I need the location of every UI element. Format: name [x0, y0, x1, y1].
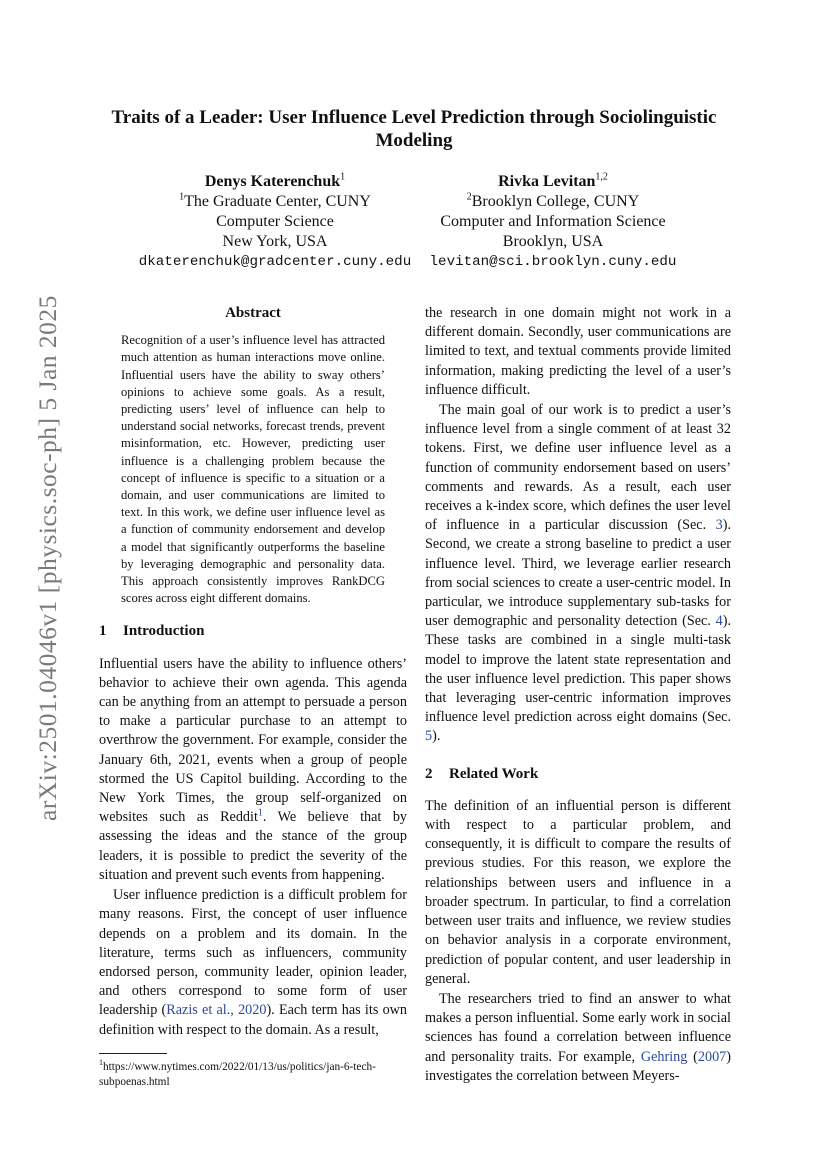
right-column: [425, 304, 731, 1086]
intro-paragraph-2: User influence prediction is a difficult problem for many reasons. First, the concept of user influence depends on a problem and its domain. In the literature, terms such as influencers, community endorsed person, community leader, opinion leader, and others correspond to some form of user leadership (Razis et al., 2020). Each term has its own definition with respect to the domain. As a result,: [99, 887, 408, 1038]
author-department: Computer Science: [216, 213, 334, 230]
abstract-heading: Abstract: [225, 305, 281, 321]
left-column: [99, 304, 407, 1090]
citation-link[interactable]: Razis et al., 2020: [166, 1002, 267, 1019]
footnote-url[interactable]: https://www.nytimes.com/2022/01/13/us/politics/jan-6-tech-subpoenas.html: [99, 1060, 376, 1088]
abstract-text: Recognition of a user’s influence level has attracted much attention as human interactions move online. Influential users have the ability to sway others’ opinions to achieve some goals. As a result, predicting users’ level of influence can help to understand social networks, forecast trends, prevent misinformation, etc. However, predicting user influence is a challenging problem because the concept of influence is specific to a situation or a domain, and user communications are limited to text. In this work, we define user influence level as a function of community endorsement and develop a model that significantly outperforms the baseline by leveraging demographic and personality data. This approach consistently improves RankDCG scores across eight different domains.: [121, 333, 385, 606]
author-block-1: [135, 172, 415, 272]
author-affiliation: $^1$The Graduate Center, CUNY: [179, 191, 371, 210]
paper-title: [70, 106, 758, 152]
footnote-ref-1[interactable]: 1: [257, 807, 263, 819]
footnote-divider: [99, 1053, 167, 1054]
author-location: Brooklyn, USA: [502, 233, 604, 250]
section-heading-introduction: 1 Introduction: [99, 623, 205, 640]
citation-year-link[interactable]: 2007: [697, 1048, 727, 1065]
section-ref-link[interactable]: 3: [715, 517, 723, 534]
title-line-1: Traits of a Leader: User Influence Level Prediction through Sociolinguistic: [111, 107, 717, 128]
intro-paragraph-4: The main goal of our work is to predict a user’s influence level from a single comment of at least 32 tokens. First, we define user influence level as a function of community endorsement based on users’ comments and rewards. As a result, each user receives a k-index score, which defines the user level of influence in a particular discussion (Sec. 3). Second, we create a strong baseline to predict a user influence level. Third, we leverage earlier research from social sciences to create a user-centric model. In particular, we introduce supplementary sub-tasks for user demographic and personality detection (Sec. 4). These tasks are combined in a single multi-task model to improve the latent state representation and the user influence level prediction. This paper shows that leveraging user-centric information improves influence level prediction across eight domains (Sec. 5).: [425, 402, 731, 745]
section-ref-link[interactable]: 5: [425, 728, 433, 745]
citation-link[interactable]: Gehring: [640, 1048, 688, 1065]
related-work-paragraph-1: The definition of an influential person is different with respect to a particular problem, and consequently, it is difficult to compare the results of previous studies. For this reason, we explore the relationships between users and influence in a broader spectrum. In particular, to find a correlation between user traits and influence, we review studies on behavior analysis in a corporate environment, prediction of popular content, and user leadership in general.: [425, 797, 731, 987]
author-affiliation: $^2$Brooklyn College, CUNY: [466, 191, 640, 210]
title-line-2: Modeling: [375, 130, 453, 151]
author-department: Computer and Information Science: [440, 213, 666, 230]
author-name: Denys Katerenchuk$^1$: [204, 171, 346, 190]
section-heading-related-work: 2 Related Work: [425, 765, 539, 782]
footnote: $^1$https://www.nytimes.com/2022/01/13/us/politics/jan-6-tech-subpoenas.html: [99, 1057, 376, 1088]
intro-paragraph-3: the research in one domain might not work in a different domain. Secondly, user communications are limited to text, and textual comments provide limited information, making predicting the level of a user’s influence difficult.: [425, 305, 731, 398]
section-ref-link[interactable]: 4: [715, 613, 723, 630]
author-email[interactable]: levitan@sci.brooklyn.cuny.edu: [429, 254, 677, 270]
author-email[interactable]: dkaterenchuk@gradcenter.cuny.edu: [138, 254, 412, 270]
author-name: Rivka Levitan$^{1,2}$: [498, 171, 608, 190]
author-block-2: [422, 172, 684, 272]
related-work-paragraph-2: The researchers tried to find an answer to what makes a person influential. Some early work in social sciences has found a correlation between influence and personality traits. For example, Gehring (2007) investigates the correlation between Meyers-: [425, 990, 731, 1084]
intro-paragraph-1: Influential users have the ability to influence others’ behavior to achieve their own agenda. This agenda can be anything from an attempt to persuade a person to make a particular purchase to an attempt to overthrow the government. For example, consider the January 6th, 2021, events when a group of people stormed the US Capitol building. According to the New York Times, the group self-organized on websites such as Reddit$^1$. We believe that by assessing the ideas and the stance of the group leaders, it is possible to predict the severity of the situation and prevent such events from happening.: [99, 655, 408, 883]
author-location: New York, USA: [222, 233, 328, 250]
arxiv-identifier-text: arXiv:2501.04046v1 [physics.soc-ph] 5 Jan 2025: [33, 295, 62, 821]
